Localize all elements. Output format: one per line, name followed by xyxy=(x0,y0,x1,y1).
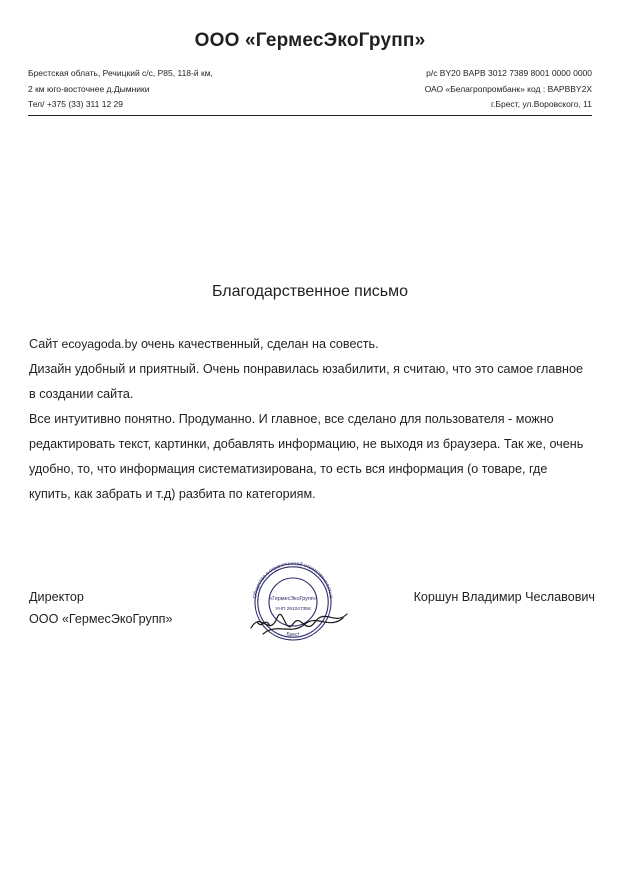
address-line-2: 2 км юго-восточнее д.Дымники xyxy=(28,83,150,94)
stamp-center-text: «ГермесЭкоГрупп» xyxy=(269,596,317,602)
signatory-name: Коршун Владимир Чеславович xyxy=(413,590,595,604)
stamp-outer-text: Общество с ограниченной ответственностью xyxy=(252,560,334,599)
body-paragraph-1: Дизайн удобный и приятный. Очень понравилась юзабилити, я считаю, что это самое главное в создании сайта. xyxy=(29,362,583,401)
body-line-first-post: очень качественный, сделан на совесть. xyxy=(140,337,379,351)
company-title: ООО «ГермесЭкоГрупп» xyxy=(194,30,426,51)
signatory-position-line-1: Директор xyxy=(29,590,84,604)
signatory-position xyxy=(29,586,172,630)
letterhead-address xyxy=(28,66,213,113)
bank-name-line: ОАО «Белагропромбанк» код : BAPBBY2X xyxy=(424,83,592,94)
address-line-1: Брестская облать, Речицкий с/с, Р85, 118-й км, xyxy=(28,68,213,78)
letterhead-details xyxy=(28,66,592,113)
body-paragraph-2: Все интуитивно понятно. Продуманно. И главное, все сделано для пользователя - можно редактировать текст, картинки, добавлять информацию, не выходя из браузера. Так же, очень удобно, то, что информация систематизирована, то есть вся информация (о товаре, где купить, как забрать и т.д) разбита по категориям. xyxy=(29,412,584,501)
letter-title: Благодарственное письмо xyxy=(211,283,408,300)
body-line-first xyxy=(29,332,591,357)
signatory-position-line-2: ООО «ГермесЭкоГрупп» xyxy=(29,612,173,626)
site-name: ecoyagoda.by xyxy=(61,337,138,351)
letterhead-bank-details xyxy=(425,66,592,113)
body-line-first-pre: Сайт xyxy=(29,337,59,351)
company-stamp xyxy=(243,552,370,652)
phone-line: Тел/ +375 (33) 311 12 29 xyxy=(28,99,124,109)
bank-account-line: р/с BY20 BAPB 3012 7389 8001 0000 0000 xyxy=(426,68,592,78)
bank-address-line: г.Брест, ул.Воровского, 11 xyxy=(490,99,592,109)
letter-body xyxy=(29,332,591,507)
stamp-city-text: Брест xyxy=(285,631,301,639)
stamp-unp-text: УНП 291047358 xyxy=(275,607,311,612)
letterhead-divider xyxy=(28,115,592,116)
